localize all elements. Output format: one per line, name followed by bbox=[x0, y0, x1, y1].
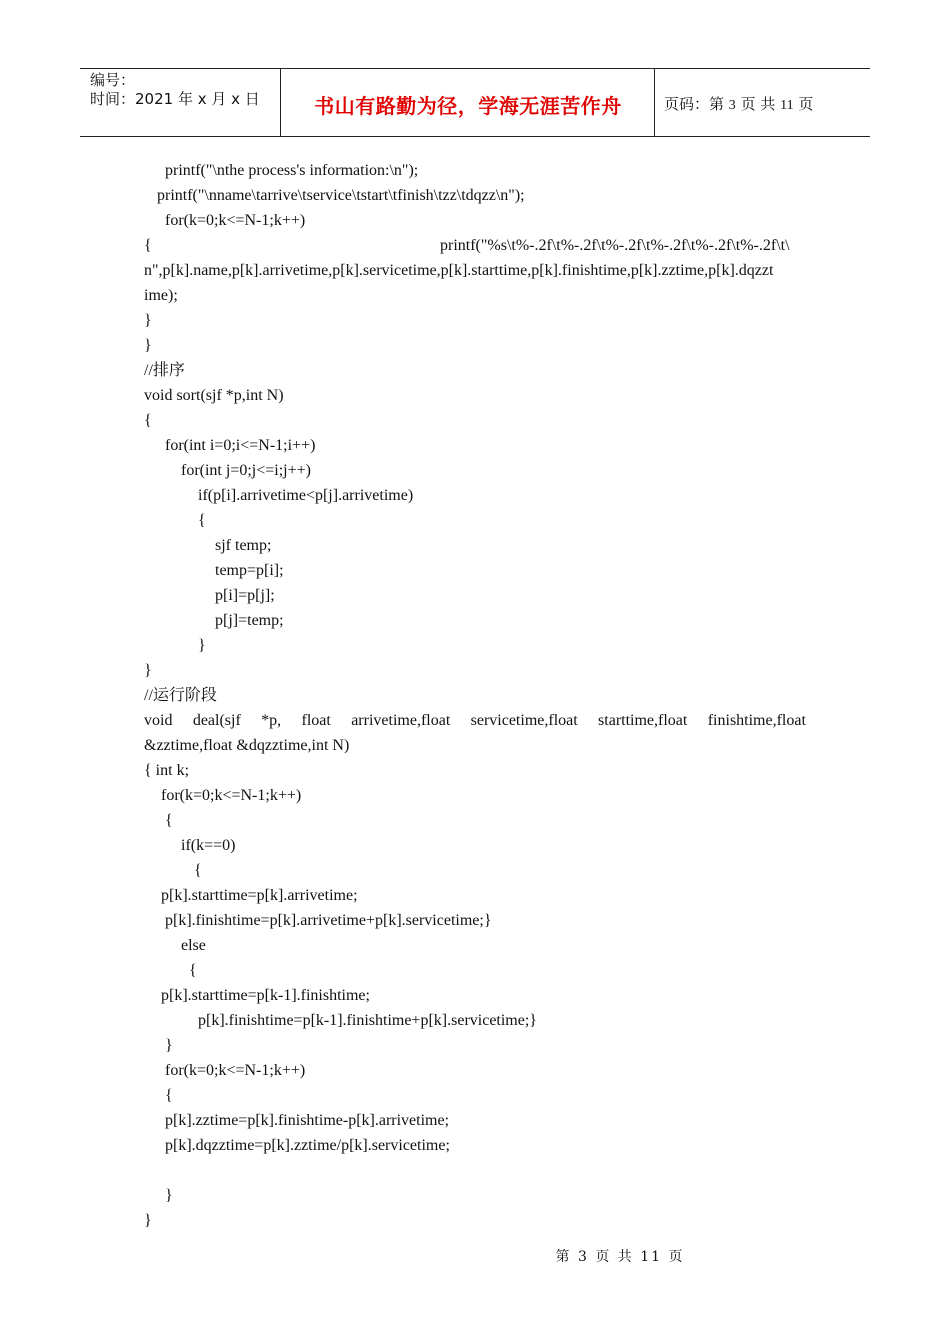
code-line: printf("\nname\tarrive\tservice\tstart\tfinish\tzz\tdqzz\n"); bbox=[157, 187, 525, 204]
page-header bbox=[80, 68, 870, 137]
code-token: *p, bbox=[261, 712, 282, 729]
code-line: p[k].starttime=p[k-1].finishtime; bbox=[161, 987, 370, 1004]
code-token: float bbox=[301, 712, 331, 729]
code-token: arrivetime,float bbox=[351, 712, 451, 729]
code-line: p[k].zztime=p[k].finishtime-p[k].arrivetime; bbox=[165, 1112, 450, 1129]
header-page-info bbox=[664, 93, 813, 114]
code-line: { int k; bbox=[144, 762, 190, 779]
code-line: { bbox=[198, 512, 206, 529]
code-token: deal(sjf bbox=[192, 712, 241, 729]
code-line: } bbox=[144, 312, 152, 329]
code-line: p[k].dqzztime=p[k].zztime/p[k].servicetime; bbox=[165, 1137, 450, 1154]
footer-text-c: 页 bbox=[668, 1249, 685, 1265]
code-line: } bbox=[198, 637, 206, 654]
time-label: 时间：2021 年 x 月 x 日 bbox=[90, 90, 260, 108]
code-comment: //运行阶段 bbox=[144, 687, 217, 704]
code-token: servicetime,float bbox=[470, 712, 578, 729]
page-suffix: 页 bbox=[798, 95, 814, 113]
code-line: { bbox=[189, 962, 197, 979]
code-line: } bbox=[144, 1212, 152, 1229]
code-line: if(k==0) bbox=[181, 837, 236, 854]
code-token: starttime,float bbox=[598, 712, 688, 729]
code-comment: //排序 bbox=[144, 362, 185, 379]
page-footer bbox=[0, 1246, 950, 1266]
code-line: { bbox=[165, 1087, 173, 1104]
footer-text-b: 页 共 bbox=[595, 1249, 634, 1265]
code-line: for(int i=0;i<=N-1;i++) bbox=[165, 437, 316, 454]
page-total: 11 bbox=[780, 98, 794, 113]
code-line: n",p[k].name,p[k].arrivetime,p[k].servicetime,p[k].starttime,p[k].finishtime,p[k].zztime,p[k].dqzzt bbox=[144, 262, 774, 279]
code-line: { bbox=[144, 412, 152, 429]
code-line: } bbox=[144, 337, 152, 354]
code-line: p[k].finishtime=p[k].arrivetime+p[k].servicetime;} bbox=[165, 912, 492, 929]
code-line: for(k=0;k<=N-1;k++) bbox=[165, 1062, 306, 1079]
code-line: &zztime,float &dqzztime,int N) bbox=[144, 737, 350, 754]
footer-page-current: 3 bbox=[577, 1249, 589, 1265]
page-current: 3 bbox=[728, 98, 736, 113]
footer-text-a: 第 bbox=[555, 1249, 572, 1265]
code-line: } bbox=[165, 1187, 173, 1204]
code-line: p[i]=p[j]; bbox=[215, 587, 275, 604]
page-prefix: 页码：第 bbox=[664, 95, 725, 113]
code-line: for(int j=0;j<=i;j++) bbox=[181, 462, 311, 479]
header-divider-right bbox=[654, 69, 655, 136]
code-line: } bbox=[144, 662, 152, 679]
code-line: printf("\nthe process's information:\n"); bbox=[165, 162, 419, 179]
code-line: p[k].finishtime=p[k-1].finishtime+p[k].servicetime;} bbox=[198, 1012, 537, 1029]
code-token: void bbox=[144, 712, 173, 729]
code-line: { bbox=[144, 237, 152, 254]
page-mid: 页 共 bbox=[740, 95, 776, 113]
number-label: 编号： bbox=[90, 71, 136, 89]
code-line: for(k=0;k<=N-1;k++) bbox=[161, 787, 302, 804]
code-line: for(k=0;k<=N-1;k++) bbox=[165, 212, 306, 229]
footer-page-total: 11 bbox=[640, 1249, 663, 1265]
code-line: void sort(sjf *p,int N) bbox=[144, 387, 284, 404]
code-line: p[j]=temp; bbox=[215, 612, 284, 629]
header-motto: 书山有路勤为径，学海无涯苦作舟 bbox=[314, 94, 622, 118]
code-line: if(p[i].arrivetime<p[j].arrivetime) bbox=[198, 487, 414, 504]
code-token: finishtime,float bbox=[707, 712, 806, 729]
code-line: ime); bbox=[144, 287, 178, 304]
code-line: { bbox=[165, 812, 173, 829]
code-line-justified bbox=[144, 708, 806, 733]
code-line: p[k].starttime=p[k].arrivetime; bbox=[161, 887, 358, 904]
header-meta bbox=[90, 71, 260, 109]
code-line: { bbox=[194, 862, 202, 879]
code-line: sjf temp; bbox=[215, 537, 272, 554]
header-divider-left bbox=[280, 69, 281, 136]
code-line: else bbox=[181, 937, 206, 954]
code-line: } bbox=[165, 1037, 173, 1054]
code-line: printf("%s\t%-.2f\t%-.2f\t%-.2f\t%-.2f\t%-.2f\t%-.2f\t\ bbox=[440, 237, 790, 254]
code-line: temp=p[i]; bbox=[215, 562, 284, 579]
